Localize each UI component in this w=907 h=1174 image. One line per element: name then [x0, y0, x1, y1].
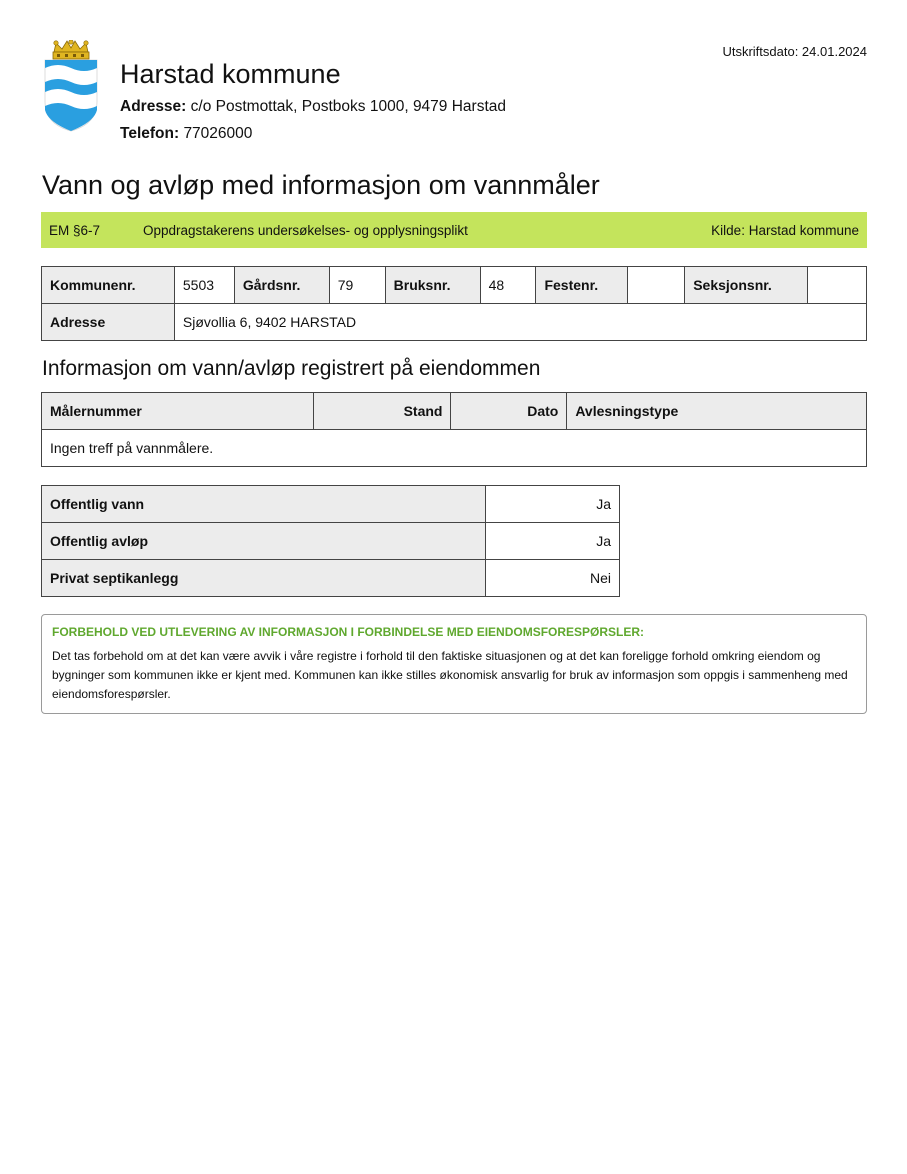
kommunenr-label: Kommunenr.: [42, 267, 175, 304]
meter-header-row: [42, 393, 867, 430]
phone-label: Telefon:: [120, 125, 180, 142]
column-header: Stand: [313, 393, 451, 430]
disclaimer-box: [41, 614, 867, 714]
property-address-row: [42, 304, 867, 341]
meter-section-title: Informasjon om vann/avløp registrert på eiendommen: [42, 357, 541, 380]
table-row: [42, 560, 620, 597]
column-header: Dato: [451, 393, 567, 430]
kommunenr-value: 5503: [174, 267, 234, 304]
address-value: c/o Postmottak, Postboks 1000, 9479 Harstad: [190, 98, 506, 115]
property-table: [41, 266, 867, 341]
status-label: Privat septikanlegg: [42, 560, 486, 597]
table-row: [42, 523, 620, 560]
festenr-value: [628, 267, 685, 304]
print-date: Utskriftsdato: 24.01.2024: [722, 44, 867, 59]
status-label: Offentlig vann: [42, 486, 486, 523]
festenr-label: Festenr.: [536, 267, 628, 304]
org-phone: [120, 124, 506, 144]
header: [42, 40, 506, 144]
address-label: Adresse:: [120, 98, 187, 115]
status-value: Ja: [486, 486, 620, 523]
adresse-value: Sjøvollia 6, 9402 HARSTAD: [174, 304, 866, 341]
disclaimer-title: FORBEHOLD VED UTLEVERING AV INFORMASJON I FORBINDELSE MED EIENDOMSFORESPØRSLER:: [52, 625, 645, 639]
property-ids-row: [42, 267, 867, 304]
gardsnr-label: Gårdsnr.: [234, 267, 329, 304]
seksjonsnr-label: Seksjonsnr.: [685, 267, 808, 304]
regulation-description: Oppdragstakerens undersøkelses- og opplysningsplikt: [143, 222, 468, 238]
service-status-table: [41, 485, 620, 597]
adresse-label: Adresse: [42, 304, 175, 341]
regulation-code: EM §6-7: [49, 222, 101, 238]
regulation-bar: [41, 212, 867, 248]
org-address: [120, 97, 506, 117]
disclaimer-body: Det tas forbehold om at det kan være avvik i våre registre i forhold til den faktiske situasjonen og at det kan foreligge forhold omkring eiendom og bygninger som kommunen ikke er kjent med. Kommunen kan ikke stilles økonomisk ansvarlig for bruk av informasjon som oppgis i sammenheng med eiendomsforespørsler.: [52, 649, 848, 701]
empty-message: Ingen treff på vannmålere.: [42, 430, 867, 467]
phone-value: 77026000: [183, 125, 253, 142]
status-label: Offentlig avløp: [42, 523, 486, 560]
bruksnr-value: 48: [480, 267, 536, 304]
source-label: Kilde: Harstad kommune: [711, 222, 859, 238]
table-row: [42, 486, 620, 523]
table-row: [42, 430, 867, 467]
status-value: Ja: [486, 523, 620, 560]
column-header: Avlesningstype: [567, 393, 867, 430]
status-value: Nei: [486, 560, 620, 597]
bruksnr-label: Bruksnr.: [385, 267, 480, 304]
seksjonsnr-value: [808, 267, 867, 304]
column-header: Målernummer: [42, 393, 314, 430]
org-name: Harstad kommune: [120, 59, 341, 89]
municipal-crest-icon: [42, 40, 100, 132]
meter-table: [41, 392, 867, 467]
document-title: Vann og avløp med informasjon om vannmåler: [42, 170, 600, 200]
gardsnr-value: 79: [329, 267, 385, 304]
